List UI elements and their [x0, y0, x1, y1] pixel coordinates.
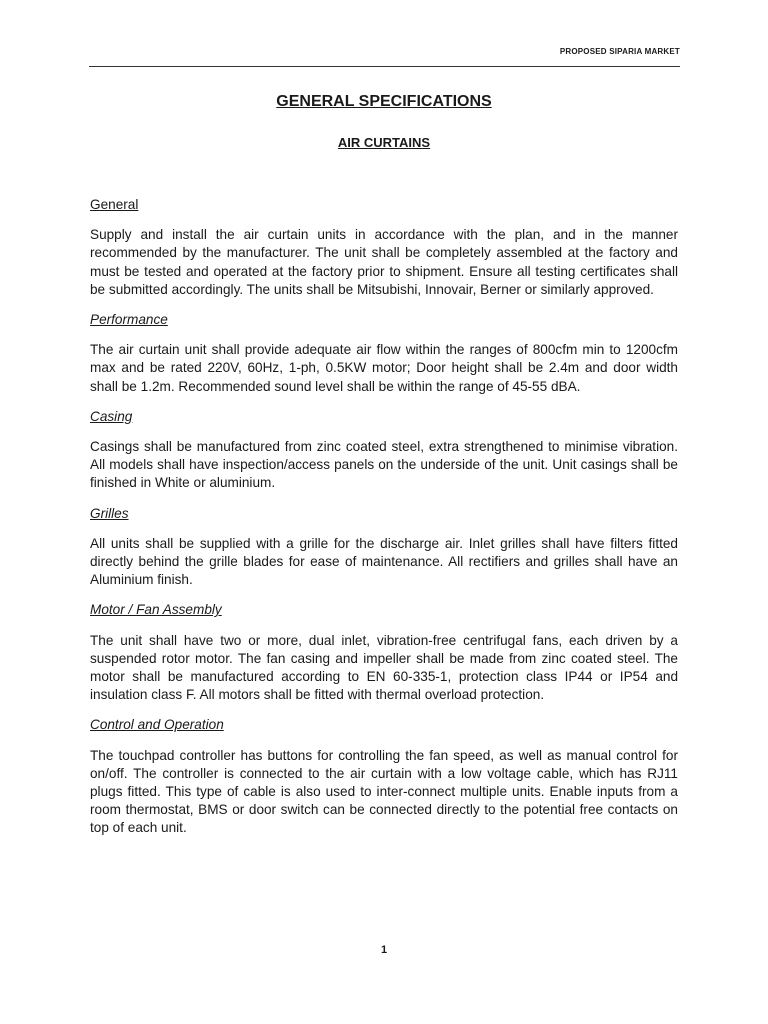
- section-grilles: [90, 505, 678, 590]
- page-title: GENERAL SPECIFICATIONS: [276, 93, 492, 110]
- section-heading: Motor / Fan Assembly: [90, 602, 222, 618]
- section-paragraph: Supply and install the air curtain units in accordance with the plan, and in the manner recommended by the manufacturer. The unit shall be completely assembled at the factory and must be tested and operated at the factory prior to shipment. Ensure all testing certificates shall be submitted accordingly. The units shall be Mitsubishi, Innovair, Berner or similarly approved.: [90, 227, 678, 297]
- section-paragraph: The air curtain unit shall provide adequate air flow within the ranges of 800cfm min to 1200cfm max and be rated 220V, 60Hz, 1-ph, 0.5KW motor; Door height shall be 2.4m and door width shall be 1.2m. Recommended sound level shall be within the range of 45-55 dBA.: [90, 342, 678, 394]
- page-number: 1: [380, 944, 388, 956]
- section-motor-fan-assembly: [90, 601, 678, 704]
- section-heading: Control and Operation: [90, 717, 224, 733]
- section-control-and-operation: [90, 716, 678, 837]
- section-casing: [90, 408, 678, 493]
- section-heading: Performance: [90, 312, 168, 328]
- page-subtitle: AIR CURTAINS: [337, 135, 431, 150]
- document-body: [90, 196, 678, 850]
- section-paragraph: The unit shall have two or more, dual inlet, vibration-free centrifugal fans, each driven by a suspended rotor motor. The fan casing and impeller shall be made from zinc coated steel. The motor shall be manufactured according to EN 60-335-1, protection class IP44 or IP54 and insulation class F. All motors shall be fitted with thermal overload protection.: [90, 632, 678, 703]
- section-paragraph: The touchpad controller has buttons for controlling the fan speed, as well as manual control for on/off. The controller is connected to the air curtain with a low voltage cable, which has RJ11 plugs fitted. This type of cable is also used to inter-connect multiple units. Enable inputs from a room thermostat, BMS or door switch can be connected directly to the potential free contacts on top of each unit.: [90, 747, 678, 836]
- header-document-name: PROPOSED SIPARIA MARKET: [559, 47, 680, 56]
- section-heading: General: [90, 197, 139, 212]
- section-general: [90, 196, 678, 299]
- header-divider: [89, 66, 680, 67]
- section-paragraph: Casings shall be manufactured from zinc coated steel, extra strengthened to minimise vibration. All models shall have inspection/access panels on the underside of the unit. Unit casings shall be finished in White or aluminium.: [90, 439, 678, 491]
- section-heading: Casing: [90, 408, 133, 424]
- section-performance: [90, 311, 678, 396]
- section-heading: Grilles: [90, 505, 129, 521]
- section-paragraph: All units shall be supplied with a grille for the discharge air. Inlet grilles shall have filters fitted directly behind the grille blades for ease of maintenance. All rectifiers and grilles shall have an Aluminium finish.: [90, 535, 678, 588]
